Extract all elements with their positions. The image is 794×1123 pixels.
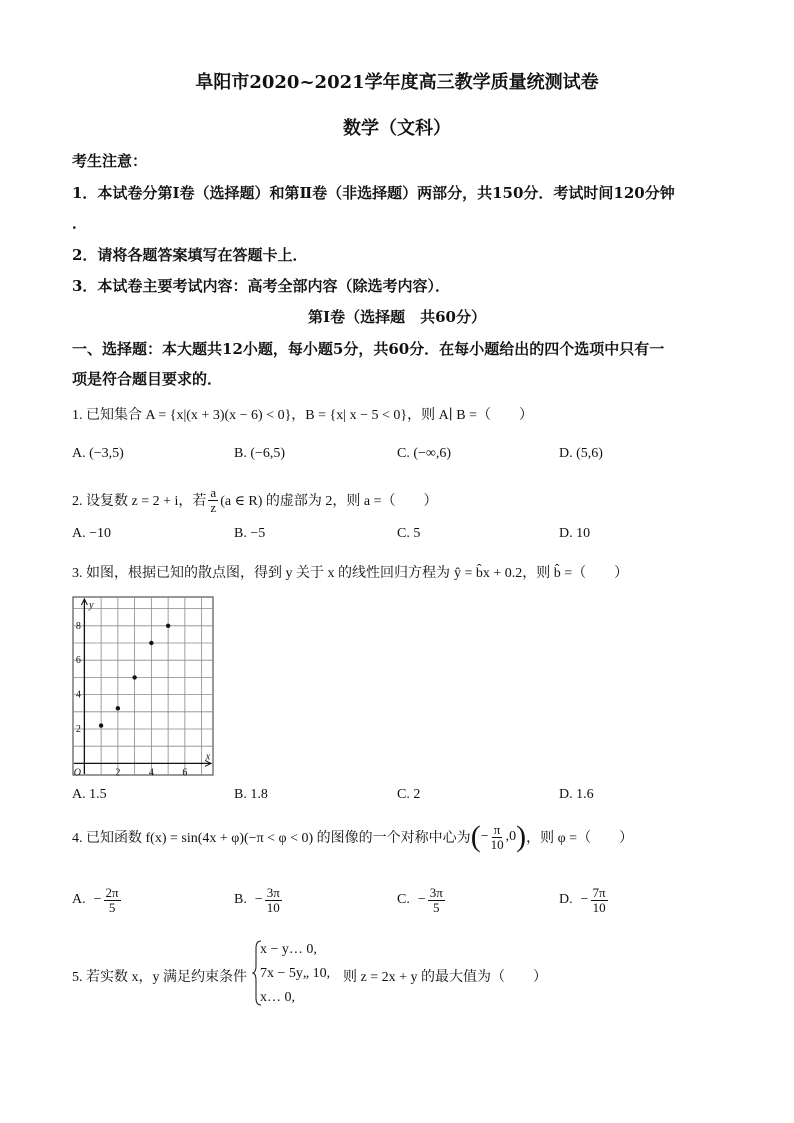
comma-zero: ,0 — [505, 829, 517, 844]
question-1-stem: 1. 已知集合 A = {x|(x + 3)(x − 6) < 0}，B = {x| x − 5 < 0}，则 A∣ B =（ ） — [72, 408, 533, 423]
scatter-point — [149, 641, 153, 645]
question-5-stem-end: 则 z = 2x + y 的最大值为（ ） — [343, 970, 548, 985]
option-fraction — [428, 886, 445, 914]
question-2-fraction — [208, 486, 218, 514]
fraction-numerator: π — [493, 821, 501, 837]
notice-item-1: 1．本试卷分第Ⅰ卷（选择题）和第Ⅱ卷（非选择题）两部分，共150分．考试时间120分钟 — [72, 184, 675, 202]
plot-grid — [73, 597, 213, 775]
notice-item-3: 3．本试卷主要考试内容：高考全部内容（除选考内容）． — [72, 277, 450, 295]
x-tick-label: 6 — [182, 767, 188, 776]
minus-sign: − — [480, 829, 489, 844]
y-tick-label: 4 — [75, 689, 81, 701]
question-2-option-a: A. −10 — [72, 526, 112, 541]
option-sign: − — [93, 892, 102, 908]
origin-label: O — [73, 767, 81, 776]
option-sign: − — [417, 892, 426, 908]
page-title: 阜阳市2020~2021学年度高三教学质量统测试卷 — [195, 72, 599, 93]
section-instructions-line2: 项是符合题目要求的． — [72, 370, 223, 388]
fraction-denominator: 10 — [266, 899, 280, 915]
question-1-option-a: A. (−3,5) — [72, 446, 124, 461]
y-axis-label: y — [89, 600, 94, 611]
question-3-stem — [72, 562, 628, 582]
scatter-point — [132, 675, 136, 679]
question-3-option-c: C. 2 — [397, 787, 421, 802]
question-1-option-b: B. (−6,5) — [234, 446, 286, 461]
notice-item-1-cont: ． — [72, 214, 88, 232]
fraction-numerator: 7π — [592, 885, 606, 900]
symmetry-center-fraction — [489, 823, 506, 851]
fraction-denominator: 10 — [490, 836, 504, 852]
question-4-option-b — [234, 886, 282, 914]
question-1-option-d: D. (5,6) — [559, 446, 603, 461]
option-label: A. — [72, 892, 86, 908]
notice-item-2: 2．请将各题答案填写在答题卡上． — [72, 246, 308, 264]
fraction-numerator: 2π — [105, 885, 119, 900]
fraction-denominator: z — [210, 499, 217, 515]
scatter-point — [99, 723, 103, 727]
left-paren: ( — [470, 820, 481, 853]
x-tick-label: 2 — [115, 767, 121, 776]
question-2-option-d: D. 10 — [559, 526, 591, 541]
question-1-option-c: C. (−∞,6) — [397, 446, 452, 461]
question-2-option-b: B. −5 — [234, 526, 266, 541]
question-5-stem-start: 5. 若实数 x，y 满足约束条件 — [72, 970, 247, 985]
constraint-3: x… 0, — [260, 990, 295, 1005]
question-3-option-d: D. 1.6 — [559, 787, 594, 802]
fraction-denominator: 5 — [108, 899, 116, 915]
option-label: B. — [234, 892, 247, 908]
y-tick-label: 6 — [75, 655, 81, 667]
question-4-stem — [72, 822, 633, 852]
constraint-2: 7x − 5y„ 10, — [260, 966, 331, 981]
scatter-plot — [72, 596, 214, 776]
question-4-option-d — [559, 886, 608, 914]
option-fraction — [104, 886, 121, 914]
plot-frame — [73, 597, 213, 775]
fraction-numerator: 3π — [429, 885, 443, 900]
y-tick-label: 2 — [75, 724, 81, 735]
plot-labels — [74, 600, 211, 776]
fraction-denominator: 10 — [592, 899, 606, 915]
question-4-stem-end: ，则 φ =（ ） — [526, 831, 634, 846]
question-2-option-c: C. 5 — [397, 526, 421, 541]
plot-axes — [74, 599, 211, 774]
question-4-option-c — [397, 886, 445, 914]
fraction-numerator: 3π — [266, 885, 280, 900]
notice-heading: 考生注意： — [72, 152, 148, 170]
question-3-option-a: A. 1.5 — [72, 787, 107, 802]
scatter-point — [116, 706, 120, 710]
option-sign: − — [254, 892, 263, 908]
option-label: C. — [397, 892, 410, 908]
question-2-stem-start: 2. 设复数 z = 2 + i，若 — [72, 494, 207, 510]
y-tick-label: 8 — [75, 620, 81, 632]
question-3-stem-end: ŷ = b̂x + 0.2，则 b̂ =（ ） — [454, 566, 629, 581]
page-subtitle: 数学（文科） — [343, 118, 451, 139]
right-paren: ) — [516, 820, 527, 853]
question-3-stem-start: 3. 如图，根据已知的散点图，得到 y 关于 x 的线性回归方程为 — [72, 566, 450, 581]
question-2-stem-end: (a ∈ R) 的虚部为 2，则 a =（ ） — [220, 494, 438, 510]
scatter-point — [166, 624, 170, 628]
question-3-option-b: B. 1.8 — [234, 787, 268, 802]
section-instructions-line1: 一、选择题：本大题共12小题，每小题5分，共60分．在每小题给出的四个选项中只有一 — [72, 340, 665, 358]
option-fraction — [591, 886, 608, 914]
part1-heading: 第Ⅰ卷（选择题 共60分） — [308, 308, 486, 326]
option-label: D. — [559, 892, 573, 908]
x-axis-label: x — [205, 751, 211, 763]
constraint-1: x − y… 0, — [260, 942, 317, 957]
question-2-stem — [72, 486, 438, 514]
option-fraction — [265, 886, 282, 914]
option-sign: − — [580, 892, 589, 908]
fraction-numerator: a — [210, 485, 217, 500]
question-4-option-a — [72, 886, 121, 914]
question-4-stem-start: 4. 已知函数 f(x) = sin(4x + φ)(−π < φ < 0) 的图像的一个对称中心为 — [72, 831, 471, 846]
x-tick-label: 4 — [148, 767, 154, 776]
fraction-denominator: 5 — [433, 899, 440, 915]
